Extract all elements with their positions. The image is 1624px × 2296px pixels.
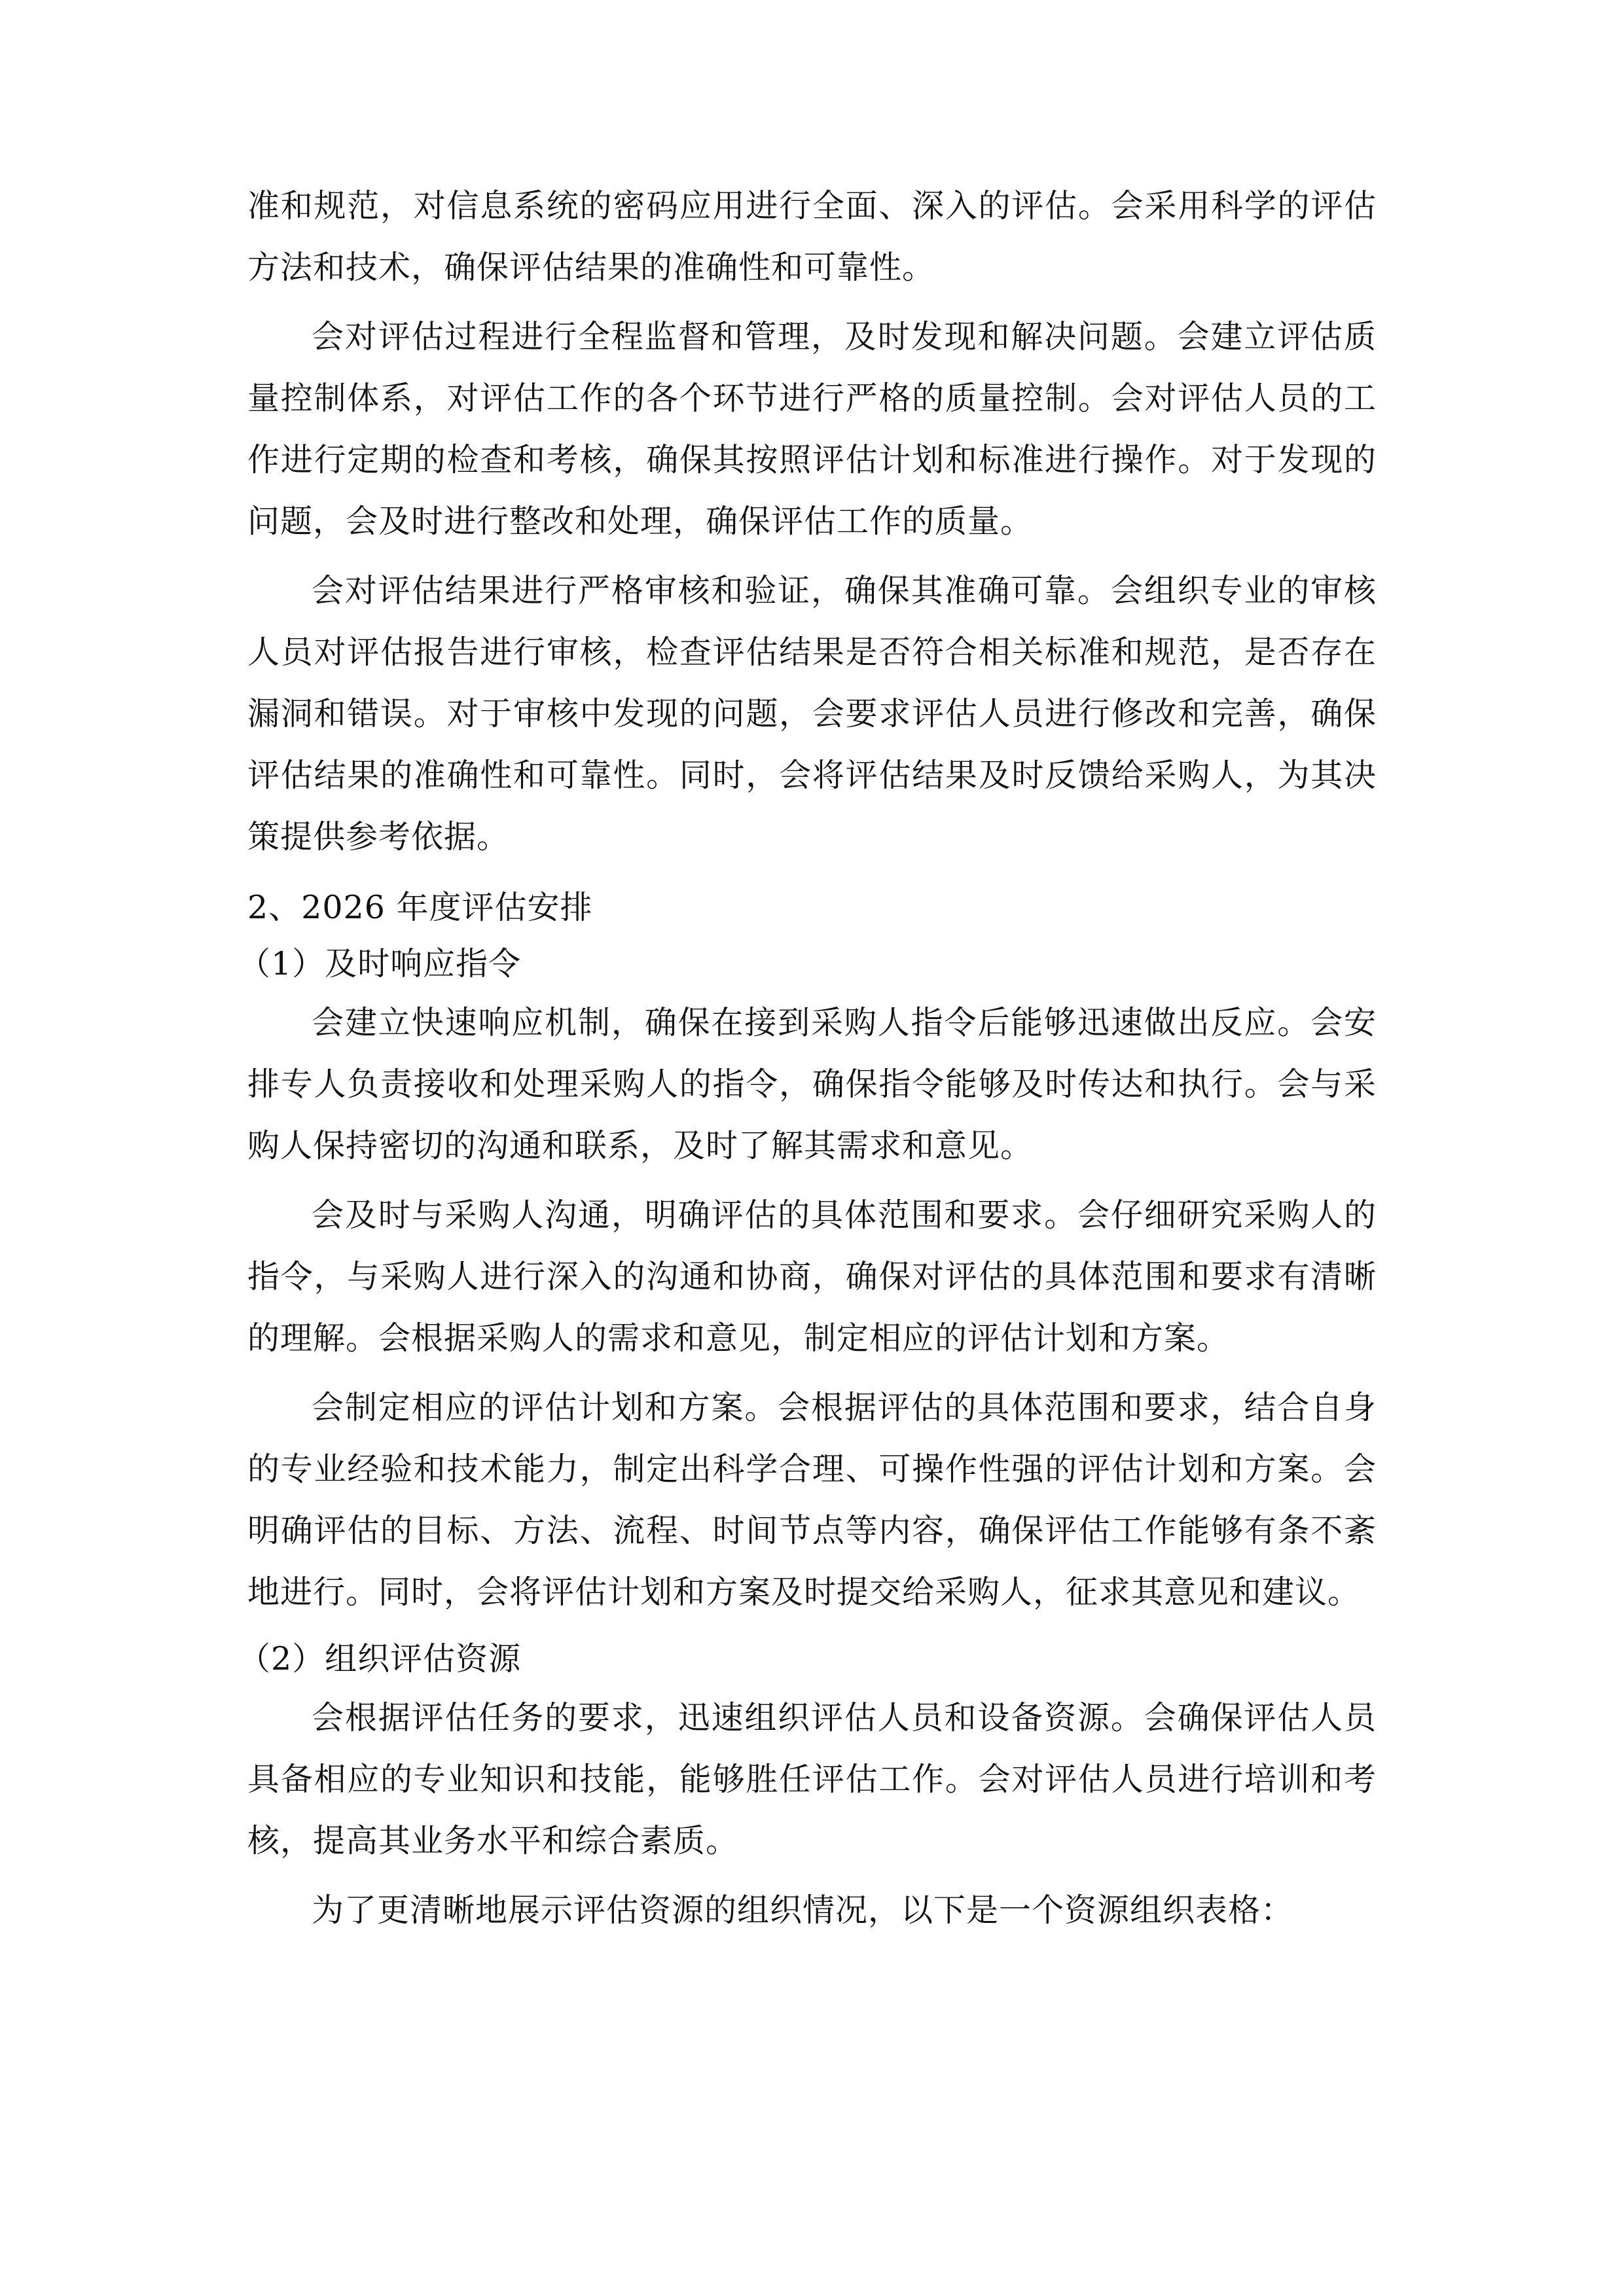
paragraph-response-mechanism: 会建立快速响应机制，确保在接到采购人指令后能够迅速做出反应。会安排专人负责接收和处理采购人的指令，确保指令能够及时传达和执行。会与采购人保持密切的沟通和联系，及时了解其需求和意见。 bbox=[247, 1004, 1377, 1164]
paragraph-plan: 会制定相应的评估计划和方案。会根据评估的具体范围和要求，结合自身的专业经验和技术能力，制定出科学合理、可操作性强的评估计划和方案。会明确评估的目标、方法、流程、时间节点等内容，确保评估工作能够有条不紊地进行。同时，会将评估计划和方案及时提交给采购人，征求其意见和建议。 bbox=[247, 1389, 1377, 1611]
subheading-organize-resources: （2）组织评估资源 bbox=[238, 1640, 522, 1677]
paragraph-resources: 会根据评估任务的要求，迅速组织评估人员和设备资源。会确保评估人员具备相应的专业知识和技能，能够胜任评估工作。会对评估人员进行培训和考核，提高其业务水平和综合素质。 bbox=[247, 1699, 1377, 1859]
paragraph-table-intro: 为了更清晰地展示评估资源的组织情况，以下是一个资源组织表格： bbox=[312, 1892, 1294, 1929]
subheading-respond-instructions: （1）及时响应指令 bbox=[238, 945, 522, 982]
section-heading-2026-arrangement: 2、2026 年度评估安排 bbox=[247, 889, 593, 926]
paragraph-continued: 准和规范，对信息系统的密码应用进行全面、深入的评估。会采用科学的评估方法和技术，确保评估结果的准确性和可靠性。 bbox=[247, 187, 1377, 286]
paragraph-communication: 会及时与采购人沟通，明确评估的具体范围和要求。会仔细研究采购人的指令，与采购人进行深入的沟通和协商，确保对评估的具体范围和要求有清晰的理解。会根据采购人的需求和意见，制定相应的评估计划和方案。 bbox=[247, 1196, 1377, 1357]
paragraph-quality-control: 会对评估过程进行全程监督和管理，及时发现和解决问题。会建立评估质量控制体系，对评估工作的各个环节进行严格的质量控制。会对评估人员的工作进行定期的检查和考核，确保其按照评估计划和标准进行操作。对于发现的问题，会及时进行整改和处理，确保评估工作的质量。 bbox=[247, 318, 1377, 540]
document-page bbox=[238, 175, 1377, 1941]
paragraph-result-review: 会对评估结果进行严格审核和验证，确保其准确可靠。会组织专业的审核人员对评估报告进行审核，检查评估结果是否符合相关标准和规范，是否存在漏洞和错误。对于审核中发现的问题，会要求评估人员进行修改和完善，确保评估结果的准确性和可靠性。同时，会将评估结果及时反馈给采购人，为其决策提供参考依据。 bbox=[247, 572, 1377, 855]
